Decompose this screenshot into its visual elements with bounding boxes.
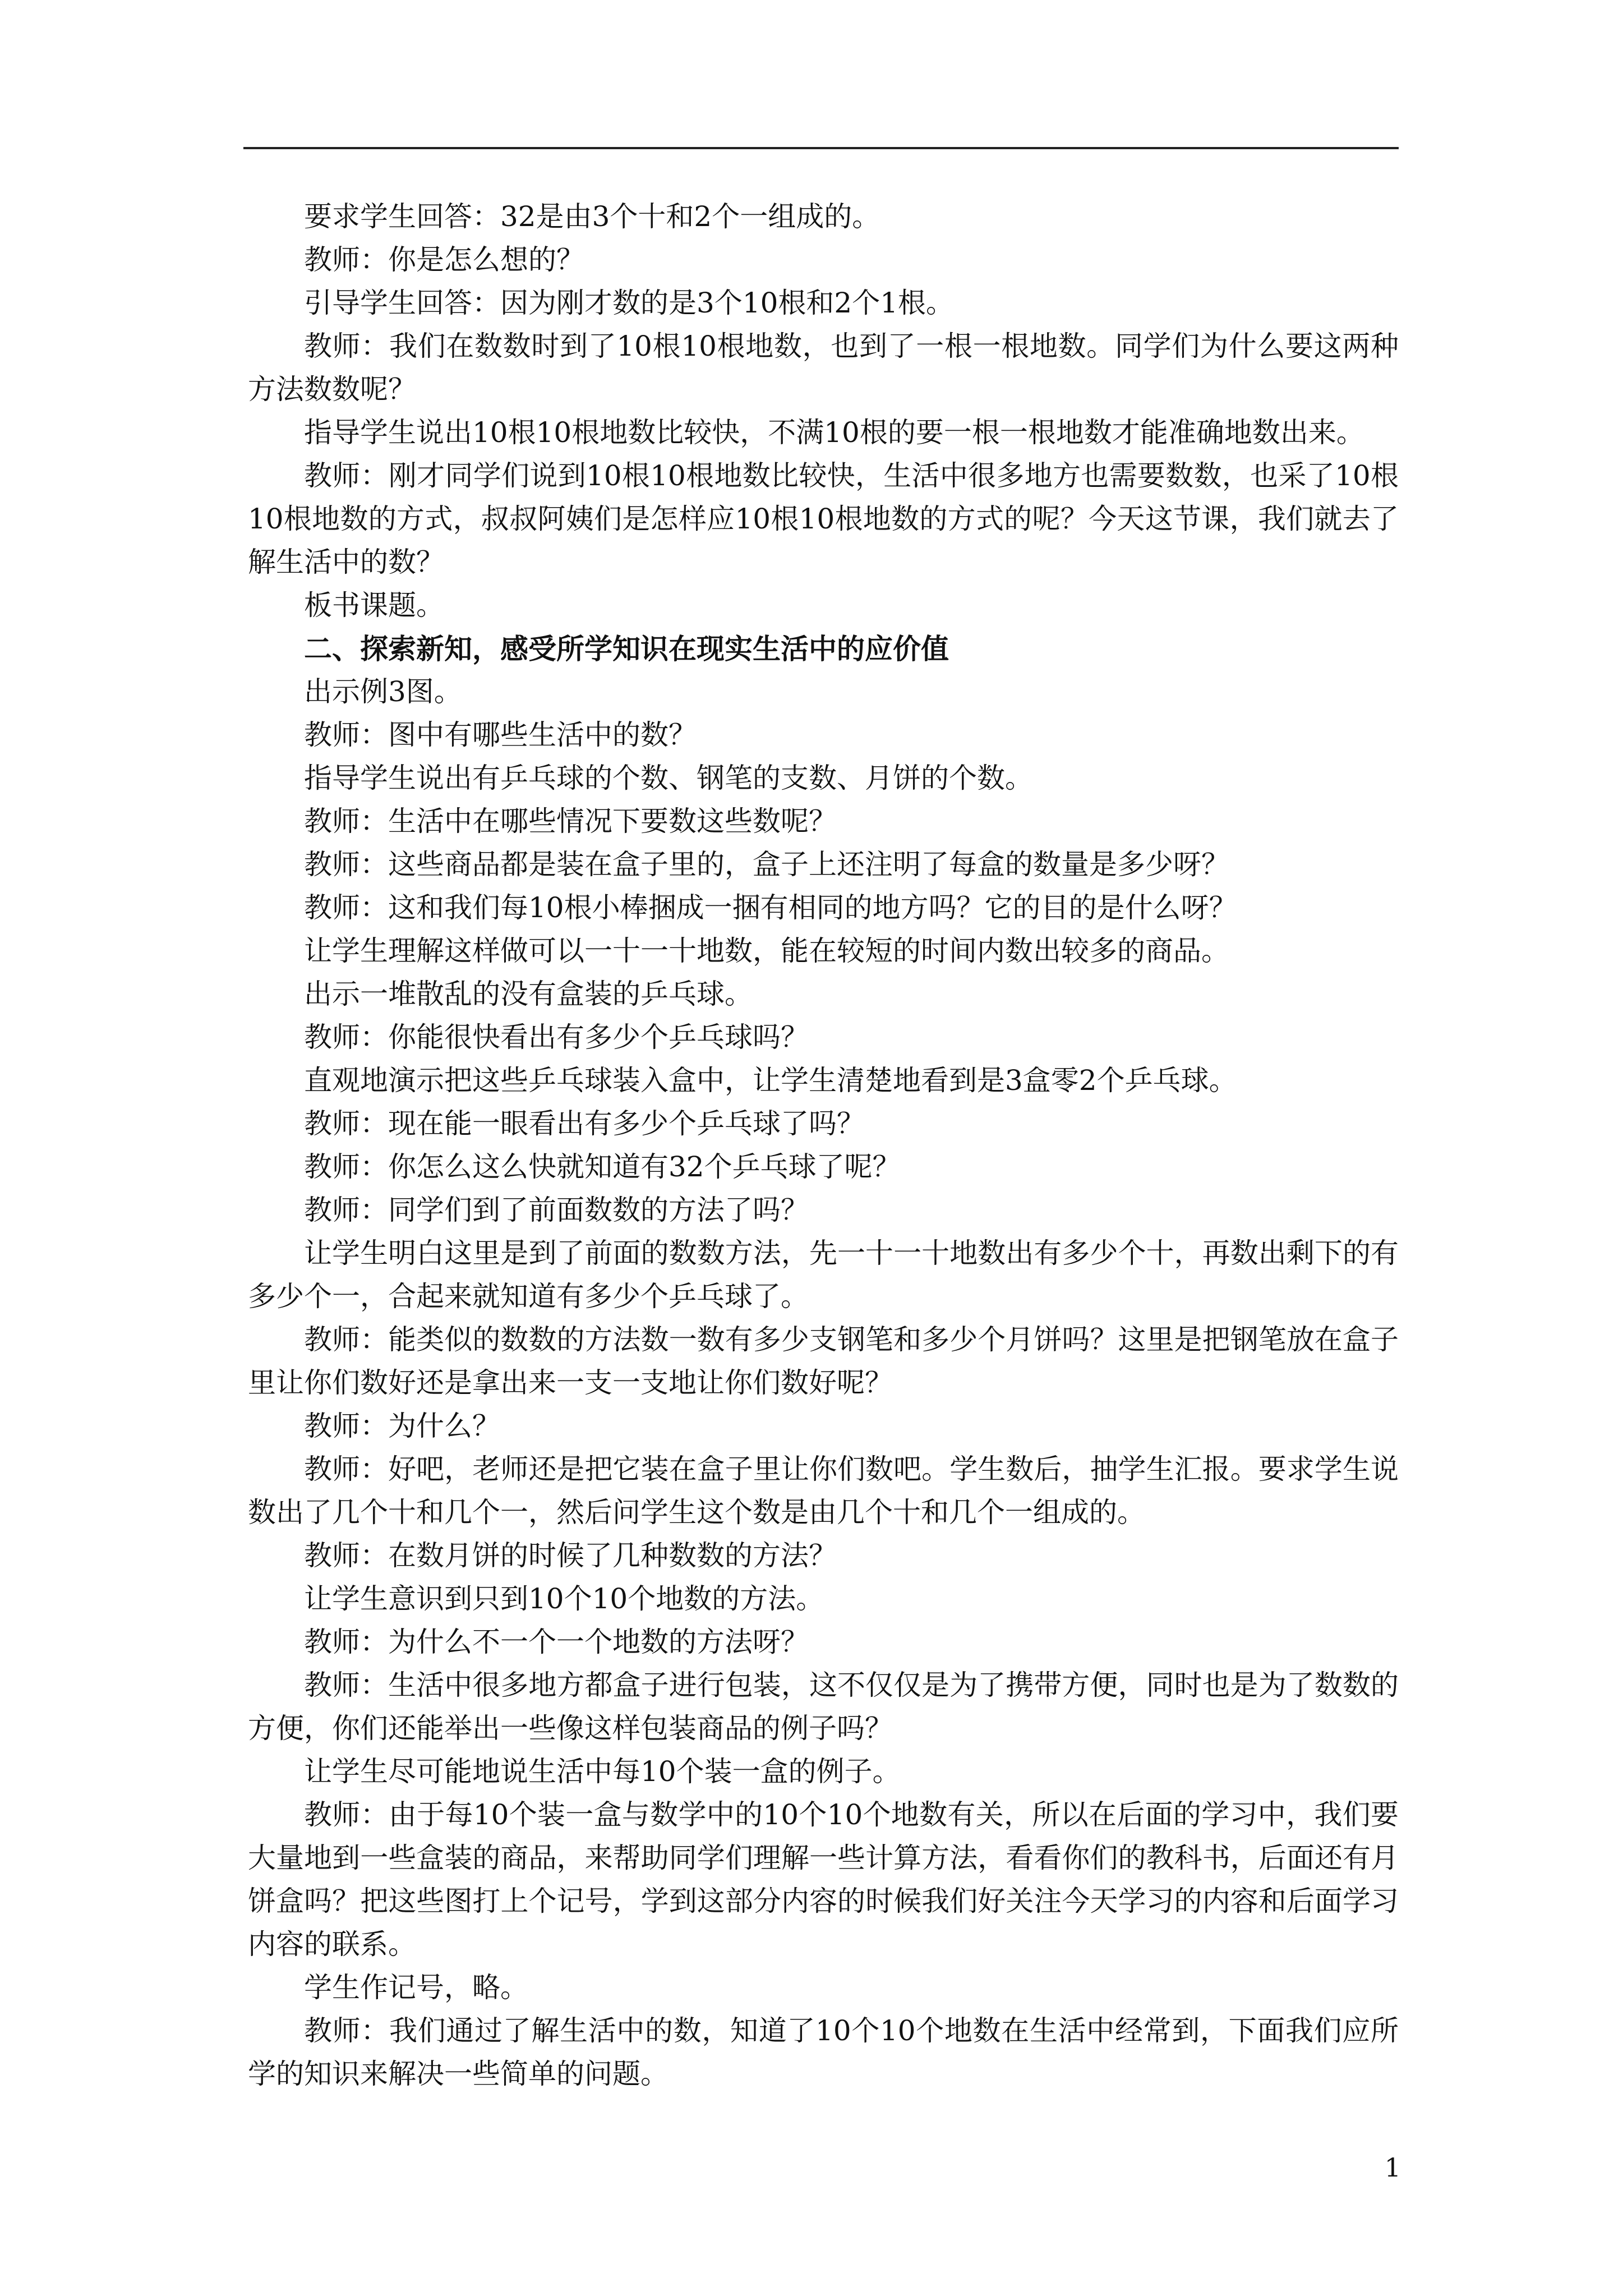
paragraph: 出示例3图。 xyxy=(304,675,462,708)
paragraph: 直观地演示把这些乒乓球装入盒中，让学生清楚地看到是3盒零2个乒乓球。 xyxy=(304,1064,1237,1097)
paragraph: 教师：生活中很多地方都盒子进行包装，这不仅仅是为了携带方便，同时也是为了数数的方便，你们还能举出一些像这样包装商品的例子吗？ xyxy=(248,1669,1399,1745)
paragraph: 教师：在数月饼的时候了几种数数的方法？ xyxy=(304,1539,837,1572)
paragraph: 教师：现在能一眼看出有多少个乒乓球了吗？ xyxy=(304,1107,865,1140)
paragraph: 教师：这些商品都是装在盒子里的，盒子上还注明了每盒的数量是多少呀？ xyxy=(304,848,1229,881)
paragraph: 教师：你能很快看出有多少个乒乓球吗？ xyxy=(304,1021,809,1053)
paragraph: 教师：由于每10个装一盒与数学中的10个10个地数有关，所以在后面的学习中，我们要大量地到一些盒装的商品，来帮助同学们理解一些计算方法，看看你们的教科书，后面还有月饼盒吗？把这些图打上个记号，学到这部分内容的时候我们好关注今天学习的内容和后面学习内容的联系。 xyxy=(248,1798,1399,1961)
paragraph: 教师：生活中在哪些情况下要数这些数呢？ xyxy=(304,805,837,838)
paragraph: 教师：同学们到了前面数数的方法了吗？ xyxy=(304,1194,809,1226)
paragraph: 引导学生回答：因为刚才数的是3个10根和2个1根。 xyxy=(304,287,955,319)
paragraph: 让学生意识到只到10个10个地数的方法。 xyxy=(304,1582,824,1615)
paragraph: 教师：我们在数数时到了10根10根地数，也到了一根一根地数。同学们为什么要这两种方法数数呢？ xyxy=(248,330,1399,406)
paragraph: 教师：好吧，老师还是把它装在盒子里让你们数吧。学生数后，抽学生汇报。要求学生说数出了几个十和几个一，然后问学生这个数是由几个十和几个一组成的。 xyxy=(248,1453,1399,1529)
paragraph: 指导学生说出10根10根地数比较快，不满10根的要一根一根地数才能准确地数出来。 xyxy=(304,416,1364,449)
header-rule xyxy=(243,147,1399,149)
paragraph: 教师：这和我们每10根小棒捆成一捆有相同的地方吗？它的目的是什么呀？ xyxy=(304,891,1237,924)
paragraph: 学生作记号，略。 xyxy=(304,1971,528,2004)
paragraph: 板书课题。 xyxy=(304,589,444,622)
paragraph: 教师：能类似的数数的方法数一数有多少支钢笔和多少个月饼吗？这里是把钢笔放在盒子里让你们数好还是拿出来一支一支地让你们数好呢？ xyxy=(248,1323,1399,1399)
paragraph: 教师：你是怎么想的？ xyxy=(304,243,584,276)
paragraph: 教师：为什么？ xyxy=(304,1410,500,1442)
page-number: 1 xyxy=(1384,2152,1401,2183)
paragraph: 教师：我们通过了解生活中的数，知道了10个10个地数在生活中经常到，下面我们应所学的知识来解决一些简单的问题。 xyxy=(248,2014,1399,2090)
section-heading: 二、探索新知，感受所学知识在现实生活中的应价值 xyxy=(304,632,949,665)
paragraph: 指导学生说出有乒乓球的个数、钢笔的支数、月饼的个数。 xyxy=(304,762,1033,794)
paragraph: 教师：为什么不一个一个地数的方法呀？ xyxy=(304,1626,809,1658)
paragraph: 让学生明白这里是到了前面的数数方法，先一十一十地数出有多少个十，再数出剩下的有多少个一，合起来就知道有多少个乒乓球了。 xyxy=(248,1237,1399,1313)
paragraph: 教师：刚才同学们说到10根10根地数比较快，生活中很多地方也需要数数，也采了10根10根地数的方式，叔叔阿姨们是怎样应10根10根地数的方式的呢？今天这节课，我们就去了解生活中的数？ xyxy=(248,459,1399,578)
paragraph: 让学生尽可能地说生活中每10个装一盒的例子。 xyxy=(304,1755,901,1788)
paragraph: 要求学生回答：32是由3个十和2个一组成的。 xyxy=(304,200,880,233)
paragraph: 教师：图中有哪些生活中的数？ xyxy=(304,719,697,751)
paragraph: 教师：你怎么这么快就知道有32个乒乓球了呢？ xyxy=(304,1151,901,1183)
paragraph: 让学生理解这样做可以一十一十地数，能在较短的时间内数出较多的商品。 xyxy=(304,935,1229,967)
document-body xyxy=(248,195,1399,2096)
paragraph: 出示一堆散乱的没有盒装的乒乓球。 xyxy=(304,978,753,1010)
